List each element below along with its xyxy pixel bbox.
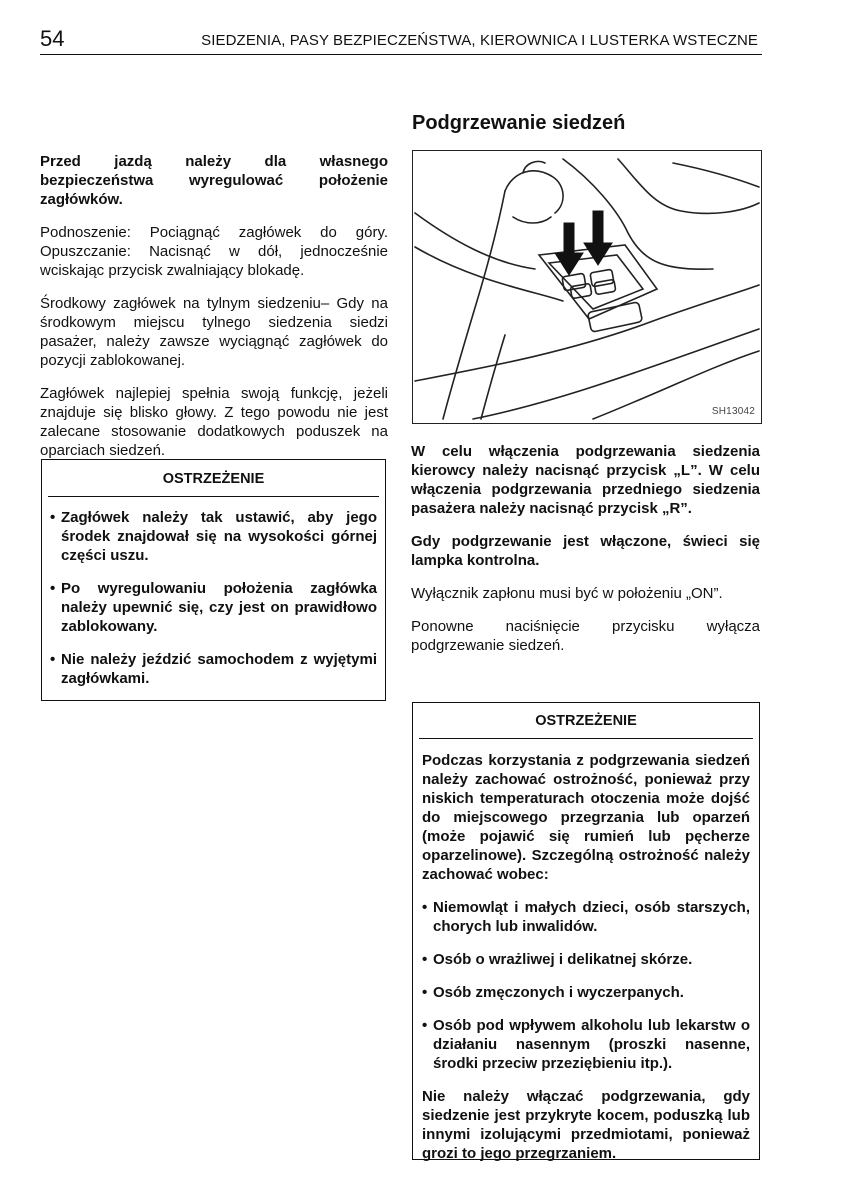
figure-code: SH13042 bbox=[711, 406, 755, 417]
headrest-function-paragraph: Zagłówek najlepiej spełnia swoją funkcję, jeżeli znajduje się blisko głowy. Z tego powodu nie jest zalecane stosowanie dodatkowych poduszek na oparciach siedzeń. bbox=[40, 385, 388, 459]
warning-item: • Zagłówek należy tak ustawić, aby jego środek znajdował się na wysokości górnej części uszu. bbox=[50, 509, 377, 564]
activation-paragraph: W celu włączenia podgrzewania siedzenia kierowcy należy nacisnąć przycisk „L”. W celu włączenia podgrzewania przedniego siedzenia pasażera należy nacisnąć przycisk „R”. bbox=[411, 443, 760, 517]
warning-item: • Osób o wrażliwej i delikatnej skórze. bbox=[422, 951, 693, 968]
warning-item: • Nie należy jeździć samochodem z wyjętymi zagłówkami. bbox=[50, 651, 377, 687]
warning-item: • Osób pod wpływem alkoholu lub lekarstw o działaniu nasennym (proszki nasenne, środki przeciw przeziębieniu itp.). bbox=[422, 1017, 750, 1072]
chapter-title: SIEDZENIA, PASY BEZPIECZEŃSTWA, KIEROWNICA I LUSTERKA WSTECZNE bbox=[201, 32, 758, 49]
bullet: • bbox=[422, 984, 428, 1001]
headrest-warning-box bbox=[41, 459, 386, 701]
intro-paragraph: Przed jazdą należy dla własnego bezpieczeństwa wyregulować położenie zagłówków. bbox=[40, 153, 388, 208]
page-header bbox=[40, 28, 762, 55]
warning-item: • Po wyregulowaniu położenia zagłówka należy upewnić się, czy jest on prawidłowo zablokowany. bbox=[50, 580, 377, 635]
section-title: Podgrzewanie siedzeń bbox=[412, 112, 626, 134]
bullet: • bbox=[422, 899, 428, 916]
right-column bbox=[411, 442, 760, 669]
bullet: • bbox=[422, 951, 428, 968]
console-drawing bbox=[413, 151, 761, 423]
bullet: • bbox=[422, 1017, 428, 1034]
warning-title: OSTRZEŻENIE bbox=[419, 703, 753, 739]
bullet: • bbox=[50, 580, 56, 597]
seat-heater-illustration bbox=[412, 150, 762, 424]
warning-intro: Podczas korzystania z podgrzewania siedzeń należy zachować ostrożność, ponieważ przy niskich temperaturach otoczenia może dojść do miejscowego przegrzania lub oparzeń (może pojawić się rumień lub pęcherze oparzelinowe). Szczególną ostrożność należy zachować wobec: bbox=[422, 752, 750, 883]
warning-item: • Osób zmęczonych i wyczerpanych. bbox=[422, 984, 684, 1001]
deactivation-paragraph: Ponowne naciśnięcie przycisku wyłącza podgrzewanie siedzeń. bbox=[411, 618, 760, 654]
warning-outro: Nie należy włączać podgrzewania, gdy siedzenie jest przykryte kocem, poduszką lub innymi izolującymi przedmiotami, ponieważ grozi to jego przegrzaniem. bbox=[422, 1088, 750, 1162]
page-number: 54 bbox=[40, 26, 65, 51]
bullet: • bbox=[50, 509, 56, 526]
ignition-paragraph: Wyłącznik zapłonu musi być w położeniu „ON”. bbox=[411, 585, 723, 602]
indicator-paragraph: Gdy podgrzewanie jest włączone, świeci się lampka kontrolna. bbox=[411, 533, 760, 569]
center-headrest-paragraph: Środkowy zagłówek na tylnym siedzeniu– Gdy na środkowym miejscu tylnego siedzenia siedzi pasażer, należy zawsze wyciągnąć zagłówek do pozycji zablokowanej. bbox=[40, 295, 388, 369]
left-column bbox=[40, 152, 388, 474]
warning-title: OSTRZEŻENIE bbox=[48, 460, 379, 497]
adjust-paragraph: Podnoszenie: Pociągnąć zagłówek do góry. Opuszczanie: Nacisnąć w dół, jednocześnie wciskając przycisk zwalniający blokadę. bbox=[40, 224, 388, 279]
bullet: • bbox=[50, 651, 56, 668]
warning-item: • Niemowląt i małych dzieci, osób starszych, chorych lub inwalidów. bbox=[422, 899, 750, 935]
seat-heater-warning-box bbox=[412, 702, 760, 1160]
